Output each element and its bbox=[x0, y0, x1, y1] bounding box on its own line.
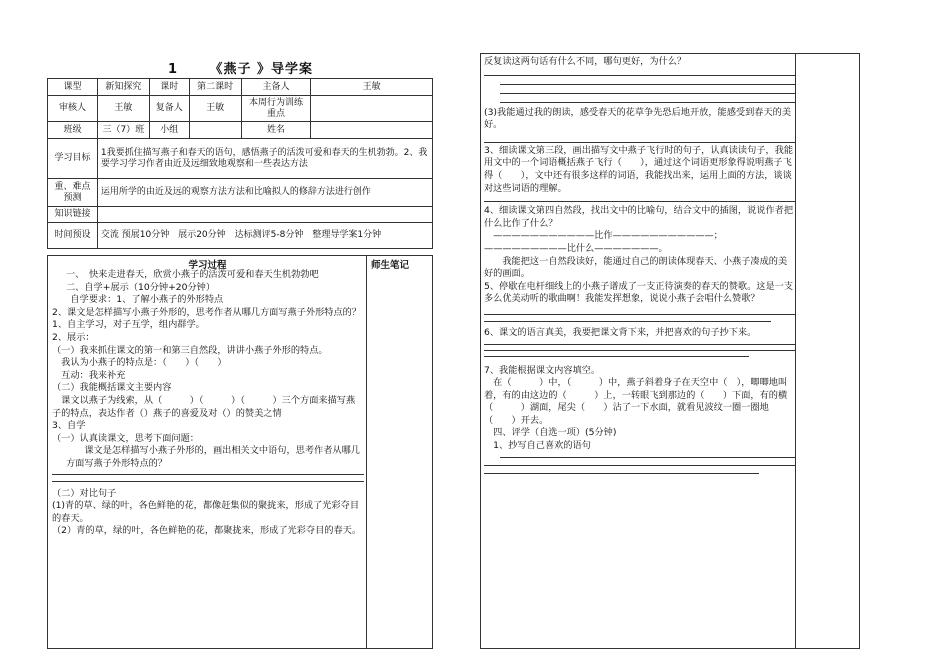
text-line: 5、停歇在电杆细线上的小燕子谱成了一支正待演奏的春天的赞歌。这是一支多么优美动听的歌曲啊！我能发挥想象，说说小燕子会唱什么赞歌？ bbox=[484, 280, 794, 305]
process-content bbox=[52, 269, 364, 538]
key-text: 运用所学的由近及远的观察方法方法和比喻拟人的修辞方法进行创作 bbox=[97, 179, 432, 207]
answer-line bbox=[484, 321, 771, 322]
text-line: 课文以燕子为线索，从（ ）（ ）（ ）三个方面来描写燕子的特点，表达作者（）燕子的喜爱及对（）的赞美之情 bbox=[52, 394, 356, 419]
text-line: 我能把这一自然段读好，能通过自己的朗读体现春天、小燕子凑成的美好的画面。 bbox=[484, 255, 788, 280]
right-page-box bbox=[480, 53, 860, 649]
cell-value: 第二课时 bbox=[189, 79, 241, 96]
text-line: 1、抄写自己喜欢的语句 bbox=[484, 440, 591, 452]
goal-label: 学习目标 bbox=[48, 139, 98, 179]
cell-label: 主备人 bbox=[241, 79, 311, 96]
text-line: 自学要求：1、了解小燕子的外形特点 bbox=[52, 294, 224, 306]
cell-value bbox=[311, 96, 433, 122]
right-content bbox=[484, 56, 796, 474]
answer-line bbox=[484, 201, 796, 202]
cell-value bbox=[189, 122, 241, 139]
notes-heading: 师生笔记 bbox=[371, 260, 410, 271]
cell-value: 王敏 bbox=[97, 96, 149, 122]
answer-line bbox=[484, 142, 796, 143]
text-line: （一）认真读课文，思考下面问题： bbox=[52, 432, 199, 444]
cell-label: 姓名 bbox=[241, 122, 311, 139]
answer-line bbox=[500, 102, 796, 103]
cell-label: 本周行为训练重点 bbox=[241, 96, 311, 122]
link-label: 知识链接 bbox=[48, 207, 98, 223]
answer-line bbox=[484, 356, 749, 357]
info-table bbox=[47, 78, 433, 249]
text-line: 互动：我来补充 bbox=[52, 369, 126, 381]
cell-value bbox=[311, 122, 433, 139]
text-line: （二）我能概括课文主要内容 bbox=[52, 382, 172, 394]
answer-line bbox=[500, 457, 796, 458]
text-line: （2）青的草，绿的叶，各色鲜艳的花，都聚拢来，形成了光彩夺目的春天。 bbox=[52, 525, 362, 537]
cell-value: 三（7）班 bbox=[97, 122, 149, 139]
process-heading: 学习过程 bbox=[188, 260, 227, 271]
text-line: 反复读这两句话有什么不同，哪句更好，为什么？ bbox=[484, 56, 687, 67]
text-line: 2、课文是怎样描写小燕子外形的，思考作者从哪几方面写燕子外形特点的？ bbox=[52, 306, 362, 318]
key-label: 重、难点预测 bbox=[48, 179, 98, 207]
cell-label: 课型 bbox=[48, 79, 98, 96]
text-line: 1、自主学习，对子互学，组内群学。 bbox=[52, 319, 205, 331]
answer-line bbox=[52, 481, 364, 482]
answer-line bbox=[484, 314, 796, 315]
cell-label: 课时 bbox=[149, 79, 189, 96]
text-line: （二）对比句子 bbox=[52, 487, 117, 499]
answer-line bbox=[500, 93, 796, 94]
text-line: ———————————比作———————————；—————————比什么———————。 bbox=[484, 230, 723, 254]
text-line: 3、自学 bbox=[52, 420, 86, 432]
answer-line bbox=[484, 344, 796, 345]
text-line: 2、展示： bbox=[52, 331, 95, 343]
text-line: 二、自学+展示（10分钟+20分钟） bbox=[66, 281, 216, 293]
answer-line bbox=[484, 465, 796, 466]
text-line: （一）我来抓住课文的第一和第三自然段，讲讲小燕子外形的特点。 bbox=[52, 344, 328, 356]
answer-line bbox=[484, 75, 796, 76]
text-line: (3)我能通过我的朗读，感受春天的花草争先恐后地开放，能感受到春天的美好。 bbox=[484, 106, 792, 131]
text-line: 3、细读课文第三段，画出描写文中燕子飞行时的句子，认真读读句子，我能用文中的一个词语概括燕子飞行（ ），通过这个词语更形象得说明燕子飞得（ ），文中还有很多这样的词语，我能找出来，运用上面的方法，谈谈对这些词语的理解。 bbox=[484, 144, 794, 194]
text-line: 7、我能根据课文内容填空。 bbox=[484, 364, 601, 376]
text-line: 6、课文的语言真美，我要把课文背下来，并把喜欢的句子抄下来。 bbox=[484, 326, 757, 338]
text-line: 我认为小燕子的特点是：（ ）（ ） bbox=[52, 357, 227, 369]
text-line: 一、 快来走进春天，欣赏小燕子的活泼可爱和春天生机勃勃吧 bbox=[66, 269, 319, 280]
answer-line bbox=[484, 473, 759, 474]
notes-column bbox=[366, 256, 432, 648]
answer-line bbox=[52, 474, 364, 475]
page-title bbox=[44, 58, 437, 77]
cell-value: 王敏 bbox=[311, 79, 433, 96]
notes-column-right bbox=[795, 54, 859, 648]
cell-value: 新知探究 bbox=[97, 79, 149, 96]
text-line: 在（ ）中，（ ）中，燕子斜着身子在天空中（ ），唧唧地叫着，有的由这边的（ ）上，一转眼飞到那边的（ ）下面，有的横（ ）湖面，尾尖（ ）沾了一下水面，就看见波纹一圈一圈地（ ）开去。 bbox=[484, 377, 788, 426]
time-label: 时间预设 bbox=[48, 223, 98, 249]
cell-value: 王敏 bbox=[189, 96, 241, 122]
link-text bbox=[97, 207, 432, 223]
text-line: 课文是怎样描写小燕子外形的，画出相关文中语句，思考作者从哪几方面写燕子外形特点的？ bbox=[66, 445, 360, 469]
learning-process-box bbox=[47, 255, 433, 649]
text-line: 四、评学（自选一项）(5分钟) bbox=[484, 427, 617, 439]
lesson-number: 1 bbox=[167, 62, 178, 77]
answer-line bbox=[500, 84, 796, 85]
cell-label: 复备人 bbox=[149, 96, 189, 122]
time-text: 交流 预展10分钟 展示20分钟 达标测评5-8分钟 整理导学案1分钟 bbox=[97, 223, 432, 249]
cell-label: 审核人 bbox=[48, 96, 98, 122]
cell-label: 班级 bbox=[48, 122, 98, 139]
lesson-title: 《燕子 》导学案 bbox=[209, 62, 314, 77]
text-line: 4、细读课文第四自然段，找出文中的比喻句，结合文中的插图，说说作者把什么比作了什么？ bbox=[484, 205, 794, 229]
answer-line bbox=[484, 350, 796, 351]
cell-label: 小组 bbox=[149, 122, 189, 139]
text-line: (1)青的草、绿的叶，各色鲜艳的花，都像赶集似的聚拢来，形成了光彩夺目的春天。 bbox=[52, 500, 360, 524]
goal-text: 1我要抓住描写燕子和春天的语句，感悟燕子的活泼可爱和春天的生机勃勃。2、我要学习学习作者由近及远细致地观察和一些表达方法 bbox=[97, 139, 432, 179]
